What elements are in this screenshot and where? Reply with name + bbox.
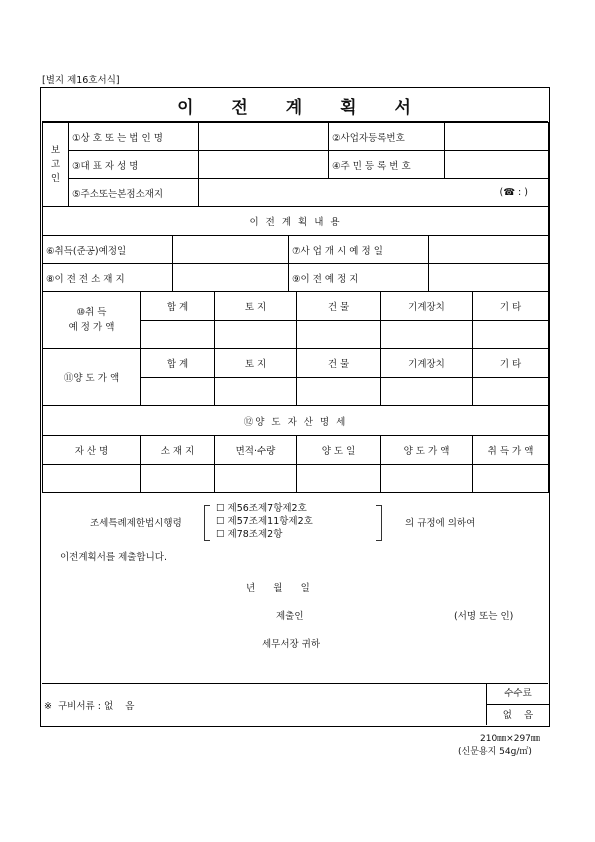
tr-col-building: 건 물	[297, 349, 381, 378]
recipient-label: 세무서장 귀하	[262, 639, 321, 650]
business-name-label: ①상 호 또 는 법 인 명	[69, 123, 199, 151]
plan-header: 이 전 계 획 내 용	[43, 207, 549, 236]
phone-field: (☎ : )	[499, 187, 528, 198]
transfer-label: ⑪양 도 가 액	[43, 349, 141, 406]
resident-no-field[interactable]	[445, 151, 549, 179]
acquisition-date-label: ⑥취득(준공)예정일	[43, 236, 173, 264]
assets-table	[42, 405, 549, 493]
tr-land-field[interactable]	[215, 378, 297, 406]
tr-col-machine: 기계장치	[381, 349, 473, 378]
asset-date-field[interactable]	[297, 465, 381, 493]
business-start-field[interactable]	[429, 236, 549, 264]
assets-col-acquire-value: 취 득 가 액	[473, 436, 549, 465]
paper-type: (신문용지 54g/㎡)	[458, 747, 532, 757]
tr-col-total: 합 계	[141, 349, 215, 378]
business-start-label: ⑦사 업 개 시 예 정 일	[289, 236, 429, 264]
page-title: 이 전 계 획 서	[177, 97, 427, 118]
paper-size: 210㎜×297㎜	[480, 734, 540, 744]
tr-machine-field[interactable]	[381, 378, 473, 406]
plan-table	[42, 206, 549, 292]
decree-option-1[interactable]: ☐ 제56조제7항제2호	[216, 503, 307, 514]
decree-suffix: 의 규정에 의하여	[405, 518, 476, 529]
acquisition-label: ⑩취 득 예 정 가 액	[43, 292, 141, 349]
acq-col-building: 건 물	[297, 292, 381, 321]
representative-field[interactable]	[199, 151, 329, 179]
resident-no-label: ④주 민 등 록 번 호	[329, 151, 445, 179]
acq-col-machine: 기계장치	[381, 292, 473, 321]
asset-area-field[interactable]	[215, 465, 297, 493]
relocation-planned-label: ⑨이 전 예 정 지	[289, 264, 429, 292]
date-line: 년 월 일	[246, 583, 310, 594]
form-number: [별지 제16호서식]	[42, 75, 120, 86]
decree-option-3[interactable]: ☐ 제78조제2항	[216, 529, 283, 540]
acq-machine-field[interactable]	[381, 321, 473, 349]
tr-col-land: 토 지	[215, 349, 297, 378]
acq-land-field[interactable]	[215, 321, 297, 349]
submit-text: 이전계획서를 제출합니다.	[60, 552, 167, 563]
tr-building-field[interactable]	[297, 378, 381, 406]
assets-col-area: 면적·수량	[215, 436, 297, 465]
tr-other-field[interactable]	[473, 378, 549, 406]
assets-col-name: 자 산 명	[43, 436, 141, 465]
relocation-location-field[interactable]	[173, 264, 289, 292]
tr-total-field[interactable]	[141, 378, 215, 406]
acq-col-total: 합 계	[141, 292, 215, 321]
fee-label: 수수료	[487, 683, 549, 705]
asset-acquire-value-field[interactable]	[473, 465, 549, 493]
tr-col-other: 기 타	[473, 349, 549, 378]
acq-col-other: 기 타	[473, 292, 549, 321]
asset-location-field[interactable]	[141, 465, 215, 493]
fee-value: 없 음	[502, 710, 534, 721]
representative-label: ③대 표 자 성 명	[69, 151, 199, 179]
signature-label: (서명 또는 인)	[454, 611, 514, 622]
relocation-planned-field[interactable]	[429, 264, 549, 292]
asset-transfer-value-field[interactable]	[381, 465, 473, 493]
business-name-field[interactable]	[199, 123, 329, 151]
reporter-table	[42, 122, 549, 207]
decree-law: 조세특례제한법시행령	[90, 518, 182, 529]
acq-total-field[interactable]	[141, 321, 215, 349]
relocation-location-label: ⑧이 전 전 소 재 지	[43, 264, 173, 292]
attachments-note: ※ 구비서류 : 없 음	[44, 701, 135, 712]
assets-header: ⑫양 도 자 산 명 세	[43, 406, 549, 436]
address-field[interactable]	[199, 179, 549, 207]
reporter-side-label: 보고인	[43, 123, 69, 207]
assets-col-date: 양 도 일	[297, 436, 381, 465]
bracket-left	[204, 505, 210, 541]
decree-options	[216, 502, 313, 541]
assets-col-transfer-value: 양 도 가 액	[381, 436, 473, 465]
acq-other-field[interactable]	[473, 321, 549, 349]
business-reg-field[interactable]	[445, 123, 549, 151]
business-reg-label: ②사업자등록번호	[329, 123, 445, 151]
acquisition-date-field[interactable]	[173, 236, 289, 264]
fee-box	[486, 683, 549, 725]
acq-building-field[interactable]	[297, 321, 381, 349]
value-table	[42, 291, 549, 406]
bracket-right	[376, 505, 382, 541]
title-row	[42, 89, 548, 122]
assets-col-location: 소 재 지	[141, 436, 215, 465]
decree-option-2[interactable]: ☐ 제57조제11항제2호	[216, 516, 313, 527]
submitter-label: 제출인	[276, 611, 304, 622]
asset-name-field[interactable]	[43, 465, 141, 493]
address-label: ⑤주소또는본점소재지	[69, 179, 199, 207]
footer-divider	[42, 683, 548, 684]
acq-col-land: 토 지	[215, 292, 297, 321]
